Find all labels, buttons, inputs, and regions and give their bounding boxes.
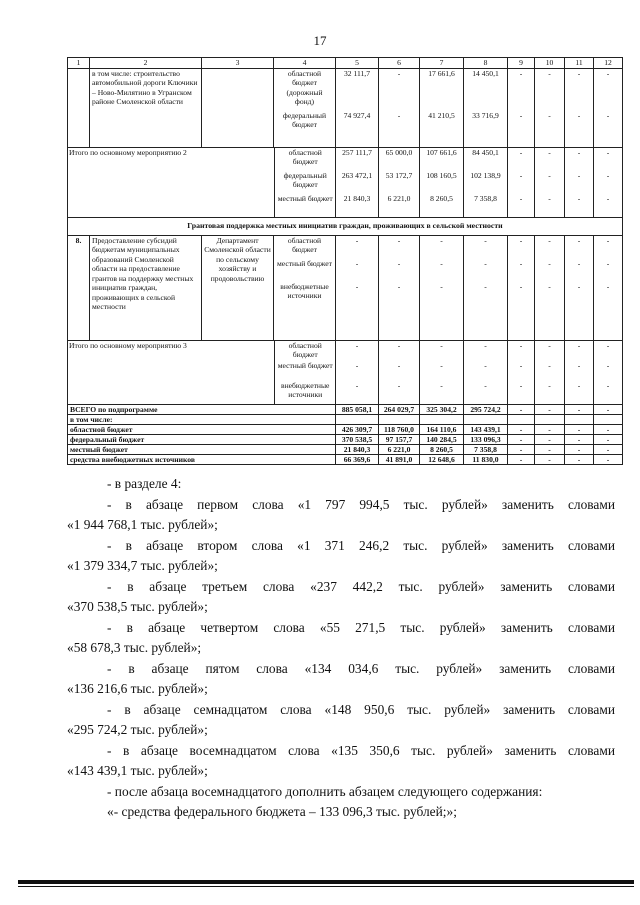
- value-cell: -: [594, 444, 623, 454]
- value-cell: -: [397, 258, 401, 268]
- value-cell: -: [519, 281, 523, 291]
- value-cell: -: [535, 444, 565, 454]
- value-cell: 66 369,6: [336, 454, 379, 464]
- table-row: [68, 340, 623, 404]
- value-cell: -: [606, 110, 610, 120]
- header-cell: 3: [202, 58, 274, 69]
- section-title: Грантовая поддержка местных инициатив граждан, проживающих в сельской местности: [68, 217, 623, 235]
- value-cell: -: [606, 68, 610, 78]
- value-cell: -: [484, 235, 487, 245]
- totals-row: [68, 434, 623, 444]
- value-cell: -: [548, 68, 551, 78]
- source-label: местный бюджет: [277, 360, 333, 370]
- value-cell: -: [397, 110, 401, 120]
- value-cell: -: [606, 380, 610, 390]
- table-row: [68, 235, 623, 340]
- value-cell: -: [484, 360, 487, 370]
- value-cell: 74 927,4: [343, 110, 371, 120]
- value-cell: -: [577, 281, 581, 291]
- value-cell: -: [508, 444, 535, 454]
- value-cell: 164 110,6: [420, 424, 464, 434]
- value-cell: -: [565, 404, 594, 414]
- totals-label: в том числе:: [68, 414, 336, 424]
- text-line: «136 216,6 тыс. рублей»;: [67, 681, 208, 696]
- page-number: 17: [313, 33, 327, 48]
- value-cell: 14 450,1: [472, 68, 499, 78]
- value-cell: 257 111,7: [342, 147, 372, 157]
- value-cell: 84 450,1: [472, 147, 499, 157]
- value-cell: -: [440, 380, 443, 390]
- bottom-rule: [18, 886, 634, 887]
- value-cell: -: [519, 258, 523, 268]
- value-cell: 53 172,7: [385, 170, 413, 180]
- value-cell: -: [577, 258, 581, 268]
- value-cell: -: [440, 235, 443, 245]
- value-cell: -: [548, 340, 551, 350]
- source-label: областной бюджет: [288, 147, 322, 166]
- value-cell: -: [519, 360, 523, 370]
- value-cell: -: [355, 380, 359, 390]
- header-cell: 1: [68, 58, 90, 69]
- header-cell: 11: [565, 58, 594, 69]
- value-cell: 885 058,1: [336, 404, 379, 414]
- value-cell: -: [519, 235, 523, 245]
- value-cell: -: [594, 454, 623, 464]
- header-cell: 9: [508, 58, 535, 69]
- header-cell: 4: [274, 58, 336, 69]
- value-cell: -: [535, 404, 565, 414]
- value-cell: -: [397, 68, 401, 78]
- value-cell: -: [606, 193, 610, 203]
- bottom-rule: [18, 880, 634, 884]
- table-row: [68, 68, 623, 147]
- value-cell: -: [519, 380, 523, 390]
- value-cell: 21 840,3: [343, 193, 371, 203]
- value-cell: -: [508, 434, 535, 444]
- value-cell: 140 284,5: [420, 434, 464, 444]
- value-cell: -: [577, 68, 581, 78]
- header-cell: 12: [594, 58, 623, 69]
- value-cell: -: [548, 147, 551, 157]
- value-cell: 65 000,0: [385, 147, 413, 157]
- value-cell: 295 724,2: [464, 404, 508, 414]
- value-cell: 8 260,5: [420, 444, 464, 454]
- value-cell: -: [508, 424, 535, 434]
- value-cell: -: [397, 235, 401, 245]
- totals-label: местный бюджет: [68, 444, 336, 454]
- value-cell: 33 716,9: [472, 110, 499, 120]
- value-cell: -: [577, 340, 581, 350]
- value-cell: 41 210,5: [428, 110, 455, 120]
- totals-row: [68, 454, 623, 464]
- value-cell: -: [355, 235, 359, 245]
- source-label: федеральный бюджет: [283, 170, 327, 189]
- value-cell: -: [565, 424, 594, 434]
- value-cell: -: [548, 380, 551, 390]
- source-label: федеральный бюджет: [282, 110, 327, 129]
- source-label: областной бюджет (дорожный фонд): [286, 68, 323, 106]
- value-cell: 41 891,0: [379, 454, 420, 464]
- text-line: - в разделе 4:: [107, 476, 182, 491]
- value-cell: -: [397, 380, 401, 390]
- table-row: [68, 147, 623, 217]
- value-cell: -: [577, 170, 581, 180]
- text-line: «295 724,2 тыс. рублей»;: [67, 722, 208, 737]
- value-cell: -: [577, 110, 581, 120]
- value-cell: -: [565, 454, 594, 464]
- text-line: - в абзаце семнадцатом слова «148 950,6 тыс. рублей» заменить словами: [107, 701, 615, 717]
- text-line: «58 678,3 тыс. рублей»;: [67, 640, 202, 655]
- value-cell: -: [397, 281, 401, 291]
- source-label: внебюджетные источники: [281, 380, 330, 399]
- value-cell: -: [565, 444, 594, 454]
- value-cell: 97 157,7: [379, 434, 420, 444]
- value-cell: -: [440, 281, 443, 291]
- value-cell: -: [548, 235, 551, 245]
- value-cell: -: [440, 360, 443, 370]
- value-cell: -: [548, 193, 551, 203]
- value-cell: -: [508, 454, 535, 464]
- section-row: [68, 217, 623, 235]
- totals-row: [68, 404, 623, 414]
- text-line: «1 379 334,7 тыс. рублей»;: [67, 558, 218, 573]
- value-cell: -: [484, 340, 487, 350]
- value-cell: -: [519, 193, 523, 203]
- totals-label: ВСЕГО по подпрограмме: [68, 404, 336, 414]
- value-cell: -: [565, 434, 594, 444]
- source-label: внебюджетные источники: [280, 281, 329, 300]
- value-cell: 12 648,6: [420, 454, 464, 464]
- value-cell: 133 096,3: [464, 434, 508, 444]
- value-cell: 264 029,7: [379, 404, 420, 414]
- value-cell: 325 304,2: [420, 404, 464, 414]
- text-line: - в абзаце втором слова «1 371 246,2 тыс. рублей» заменить словами: [107, 537, 615, 553]
- row-number: 8.: [68, 235, 90, 340]
- totals-label: областной бюджет: [68, 424, 336, 434]
- text-line: «- средства федерального бюджета – 133 096,3 тыс. рублей;»;: [107, 804, 457, 819]
- value-cell: -: [606, 360, 610, 370]
- value-cell: 6 221,0: [379, 444, 420, 454]
- value-cell: -: [535, 454, 565, 464]
- value-cell: -: [577, 147, 581, 157]
- value-cell: -: [355, 258, 359, 268]
- value-cell: -: [606, 235, 610, 245]
- subtotal-label: Итого по основному мероприятию 2: [69, 147, 187, 157]
- value-cell: -: [519, 68, 523, 78]
- value-cell: 143 439,1: [464, 424, 508, 434]
- value-cell: -: [548, 170, 551, 180]
- totals-row: [68, 444, 623, 454]
- value-cell: -: [577, 193, 581, 203]
- value-cell: -: [440, 340, 443, 350]
- value-cell: -: [519, 110, 523, 120]
- row-description: в том числе: строительство автомобильной дороги Ключики – Ново-Милятино в Угранском районе Смоленской области: [90, 68, 202, 147]
- header-cell: 7: [420, 58, 464, 69]
- value-cell: -: [606, 258, 610, 268]
- value-cell: 370 538,5: [336, 434, 379, 444]
- totals-label: федеральный бюджет: [68, 434, 336, 444]
- value-cell: -: [397, 340, 401, 350]
- text-line: «370 538,5 тыс. рублей»;: [67, 599, 208, 614]
- header-cell: 2: [90, 58, 202, 69]
- value-cell: 263 472,1: [341, 170, 373, 180]
- value-cell: -: [484, 258, 487, 268]
- value-cell: -: [606, 170, 610, 180]
- value-cell: -: [484, 281, 487, 291]
- value-cell: -: [594, 404, 623, 414]
- value-cell: 17 661,6: [428, 68, 455, 78]
- value-cell: -: [577, 380, 581, 390]
- value-cell: -: [355, 281, 359, 291]
- value-cell: -: [594, 424, 623, 434]
- text-line: «1 944 768,1 тыс. рублей»;: [67, 517, 218, 532]
- text-line: - в абзаце восемнадцатом слова «135 350,6 тыс. рублей» заменить словами: [107, 742, 615, 758]
- value-cell: -: [355, 340, 359, 350]
- value-cell: 8 260,5: [430, 193, 453, 203]
- value-cell: -: [577, 360, 581, 370]
- totals-row: [68, 414, 623, 424]
- budget-table: [67, 57, 623, 465]
- row-description: Предоставление субсидий бюджетам муниципальных образований Смоленской области на предоставление грантов на поддержку местных инициатив граждан, проживающих в сельской местности: [90, 235, 202, 340]
- text-line: - в абзаце пятом слова «134 034,6 тыс. рублей» заменить словами: [107, 660, 615, 676]
- value-cell: 7 358,8: [464, 444, 508, 454]
- totals-label: средства внебюджетных источников: [68, 454, 336, 464]
- value-cell: 7 358,8: [474, 193, 497, 203]
- value-cell: 107 661,6: [426, 147, 457, 157]
- value-cell: -: [535, 424, 565, 434]
- value-cell: 21 840,3: [336, 444, 379, 454]
- amendment-text: [67, 474, 615, 823]
- value-cell: -: [548, 258, 551, 268]
- value-cell: 118 760,0: [379, 424, 420, 434]
- value-cell: -: [548, 110, 551, 120]
- value-cell: -: [519, 340, 523, 350]
- value-cell: -: [594, 434, 623, 444]
- text-line: - в абзаце третьем слова «237 442,2 тыс. рублей» заменить словами: [107, 578, 615, 594]
- value-cell: 32 111,7: [343, 68, 370, 78]
- text-line: «143 439,1 тыс. рублей»;: [67, 763, 208, 778]
- value-cell: -: [519, 170, 523, 180]
- value-cell: 426 309,7: [336, 424, 379, 434]
- text-line: - в абзаце четвертом слова «55 271,5 тыс. рублей» заменить словами: [107, 619, 615, 635]
- value-cell: 6 221,0: [387, 193, 411, 203]
- value-cell: -: [519, 147, 523, 157]
- value-cell: -: [397, 360, 401, 370]
- header-cell: 10: [535, 58, 565, 69]
- value-cell: -: [577, 235, 581, 245]
- source-label: местный бюджет: [277, 193, 333, 203]
- value-cell: -: [548, 281, 551, 291]
- totals-row: [68, 424, 623, 434]
- source-label: областной бюджет: [287, 235, 322, 254]
- source-label: областной бюджет: [288, 340, 322, 359]
- text-line: - после абзаца восемнадцатого дополнить абзацем следующего содержания:: [107, 783, 543, 799]
- header-row: [68, 58, 623, 69]
- value-cell: 102 138,9: [470, 170, 501, 180]
- value-cell: -: [484, 380, 487, 390]
- value-cell: 108 160,5: [426, 170, 457, 180]
- value-cell: -: [606, 147, 610, 157]
- header-cell: 5: [336, 58, 379, 69]
- header-cell: 8: [464, 58, 508, 69]
- subtotal-label: Итого по основному мероприятию 3: [69, 340, 187, 350]
- row-executor: Департамент Смоленской области по сельскому хозяйству и продовольствию: [202, 235, 274, 340]
- value-cell: -: [606, 281, 610, 291]
- value-cell: -: [606, 340, 610, 350]
- value-cell: -: [508, 404, 535, 414]
- text-line: - в абзаце первом слова «1 797 994,5 тыс. рублей» заменить словами: [107, 496, 615, 512]
- value-cell: -: [548, 360, 551, 370]
- value-cell: -: [440, 258, 443, 268]
- value-cell: 11 830,0: [464, 454, 508, 464]
- header-cell: 6: [379, 58, 420, 69]
- value-cell: -: [355, 360, 359, 370]
- value-cell: -: [535, 434, 565, 444]
- source-label: местный бюджет: [276, 258, 333, 268]
